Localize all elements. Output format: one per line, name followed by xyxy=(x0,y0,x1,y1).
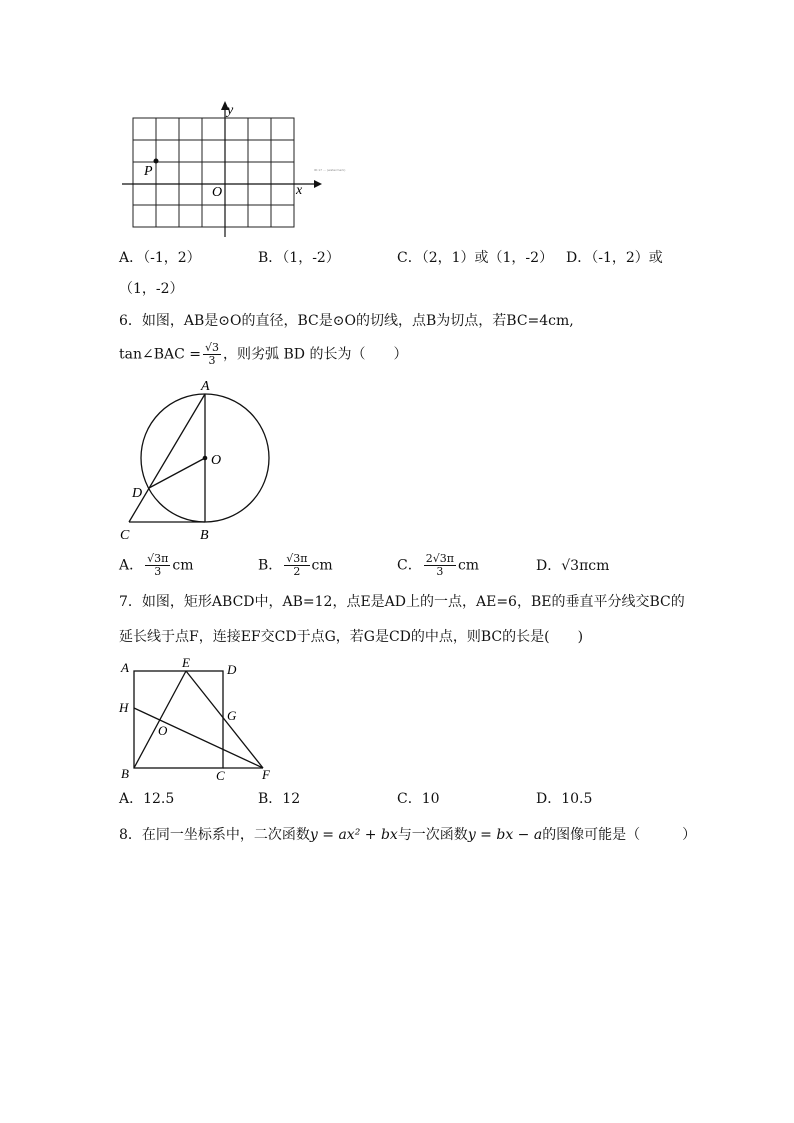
point-p xyxy=(154,159,159,164)
watermark-tag: ID:17 ... (watermark) xyxy=(314,168,346,172)
label-b: B xyxy=(200,528,209,543)
q8-stem xyxy=(119,825,696,845)
label-o: O xyxy=(211,453,222,468)
q6-tan-den: 3 xyxy=(208,354,216,367)
q6-tan-suffix: ，则劣弧 BD 的长为（ ） xyxy=(223,346,408,363)
q8-stem-post: 的图像可能是（ ） xyxy=(542,827,697,843)
q6-option-a-unit: cm xyxy=(172,557,194,574)
q6-stem-line2 xyxy=(119,342,407,367)
q6-option-a[interactable] xyxy=(119,553,194,578)
q5-option-b[interactable]: B．（1，-2） xyxy=(258,250,340,266)
q6-option-c-den: 3 xyxy=(436,565,444,578)
q7-option-b[interactable]: B．12 xyxy=(258,791,301,807)
label-o: O xyxy=(158,723,168,738)
q6-stem-line1: 6．如图，AB是⊙O的直径，BC是⊙O的切线，点B为切点，若BC=4cm, xyxy=(119,313,574,329)
q6-option-c-num: 2√3π xyxy=(425,552,454,565)
q7-option-c[interactable]: C．10 xyxy=(397,791,440,807)
q5-option-d[interactable]: D．（-1，2）或 xyxy=(566,250,663,266)
q5-coordinate-grid xyxy=(110,96,340,242)
label-f: F xyxy=(262,767,270,782)
point-p-label: P xyxy=(144,164,153,179)
q5-option-d-continued: （1，-2） xyxy=(119,281,184,297)
q6-option-c-fraction xyxy=(424,553,456,578)
q7-option-d[interactable]: D．10.5 xyxy=(536,791,593,807)
q8-stem-pre: 8．在同一坐标系中，二次函数 xyxy=(119,827,310,843)
q7-option-a[interactable]: A．12.5 xyxy=(119,791,175,807)
q6-option-b[interactable] xyxy=(258,553,333,578)
q6-circle-figure xyxy=(115,375,285,545)
label-a: A xyxy=(121,660,129,675)
y-axis-label: y xyxy=(227,103,234,118)
q6-option-b-fraction xyxy=(284,553,309,578)
label-a: A xyxy=(201,379,210,394)
label-e: E xyxy=(182,655,190,670)
q6-option-d[interactable] xyxy=(536,556,609,576)
label-h: H xyxy=(119,700,129,715)
q6-option-a-num: √3π xyxy=(147,552,169,565)
label-b: B xyxy=(121,766,129,781)
q6-option-a-prefix: A． xyxy=(119,557,144,574)
q8-stem-mid: 与一次函数 xyxy=(397,827,468,843)
q6-option-c-prefix: C． xyxy=(397,557,422,574)
q6-tan-fraction xyxy=(203,342,221,367)
q6-option-b-unit: cm xyxy=(311,557,333,574)
q6-option-c[interactable] xyxy=(397,553,479,578)
q6-option-c-unit: cm xyxy=(457,557,480,574)
q6-option-a-fraction xyxy=(145,553,170,578)
q6-tan-prefix: tan∠BAC = xyxy=(119,346,202,363)
q6-option-a-den: 3 xyxy=(154,565,162,578)
q6-option-b-prefix: B． xyxy=(258,557,283,574)
q5-option-c[interactable]: C．（2，1）或（1，-2） xyxy=(397,250,554,266)
q8-linear-function: y = bx − a xyxy=(467,827,543,843)
label-c: C xyxy=(216,768,225,783)
q6-option-d-prefix: D． xyxy=(536,558,562,574)
q5-option-a[interactable]: A．（-1，2） xyxy=(119,250,201,266)
x-axis-label: x xyxy=(296,183,303,198)
label-d: D xyxy=(132,486,143,501)
origin-label: O xyxy=(212,185,223,200)
q6-option-b-num: √3π xyxy=(286,552,308,565)
q6-tan-num: √3 xyxy=(205,341,220,354)
q7-stem-line2: 延长线于点F，连接EF交CD于点G，若G是CD的中点，则BC的长是( ) xyxy=(119,629,584,645)
q7-stem-line1: 7．如图，矩形ABCD中，AB=12，点E是AD上的一点，AE=6，BE的垂直平分线交BC的 xyxy=(119,594,685,610)
q7-rectangle-figure xyxy=(112,655,282,785)
q8-quadratic-function: y = ax² + bx xyxy=(309,827,398,843)
q6-option-d-text: √3πcm xyxy=(561,558,610,574)
q6-option-b-den: 2 xyxy=(293,565,301,578)
label-g: G xyxy=(227,708,237,723)
label-c: C xyxy=(120,528,130,543)
label-d: D xyxy=(227,662,237,677)
